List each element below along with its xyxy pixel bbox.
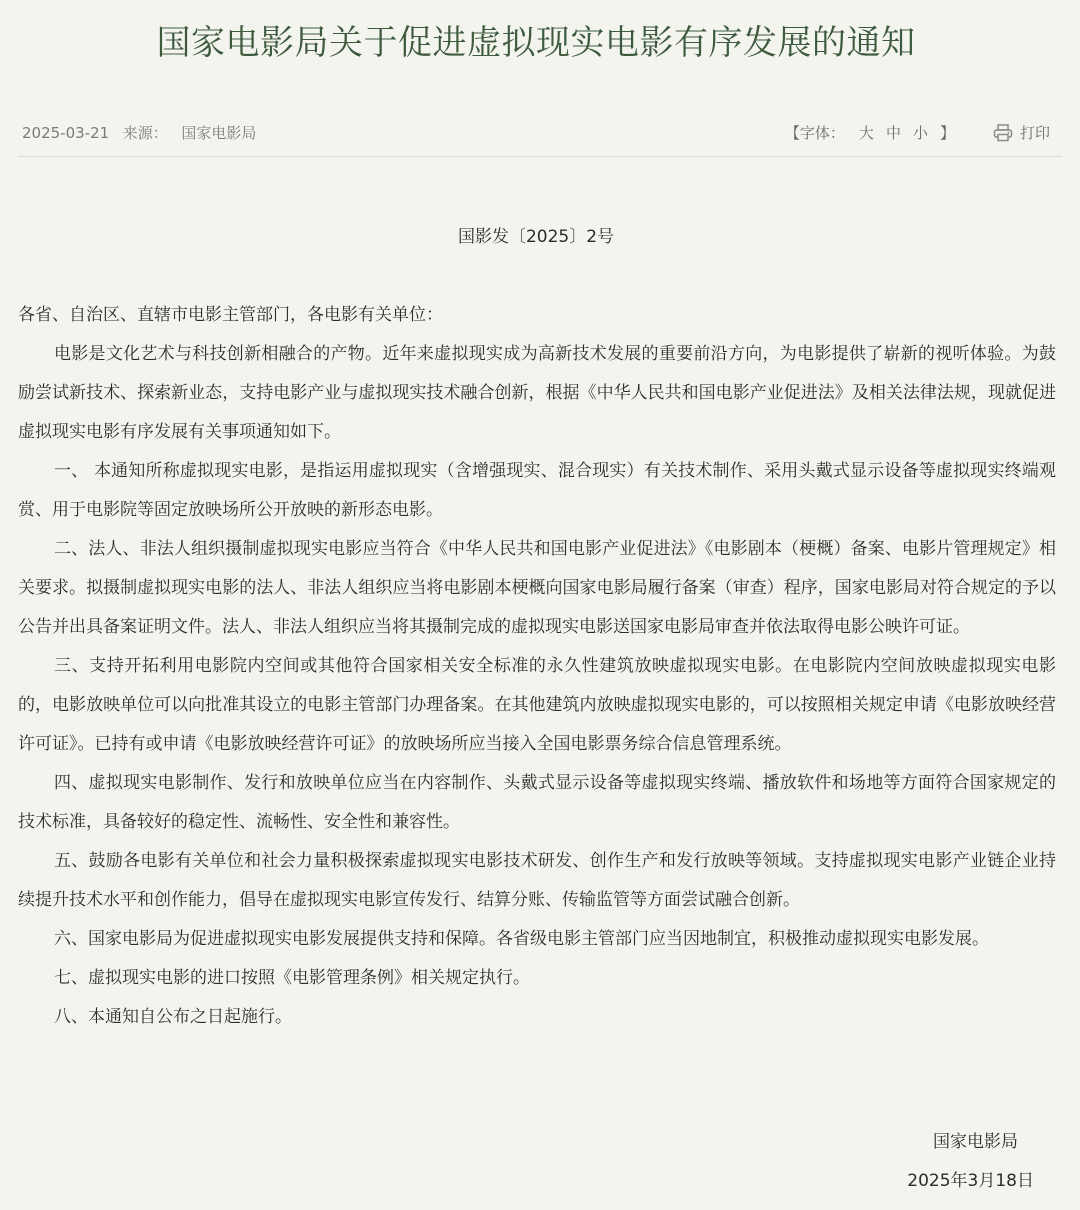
paragraph-1: 一、 本通知所称虚拟现实电影，是指运用虚拟现实（含增强现实、混合现实）有关技术制作、采用头戴式显示设备等虚拟现实终端观赏、用于电影院等固定放映场所公开放映的新形态电影。 xyxy=(18,461,1056,520)
paragraph-3: 三、支持开拓利用电影院内空间或其他符合国家相关安全标准的永久性建筑放映虚拟现实电影。在电影院内空间放映虚拟现实电影的，电影放映单位可以向批准其设立的电影主管部门办理备案。在其他建筑内放映虚拟现实电影的，可以按照相关规定申请《电影放映经营许可证》。已持有或申请《电影放映经营许可证》的放映场所应当接入全国电影票务综合信息管理系统。 xyxy=(18,656,1056,754)
page-title: 国家电影局关于促进虚拟现实电影有序发展的通知 xyxy=(156,23,916,63)
font-size-label: 【字体： xyxy=(784,124,845,142)
paragraph-4: 四、虚拟现实电影制作、发行和放映单位应当在内容制作、头戴式显示设备等虚拟现实终端、播放软件和场地等方面符合国家规定的技术标准，具备较好的稳定性、流畅性、安全性和兼容性。 xyxy=(18,773,1056,832)
print-label: 打印 xyxy=(1019,124,1050,142)
paragraph-6: 六、国家电影局为促进虚拟现实电影发展提供支持和保障。各省级电影主管部门应当因地制宜，积极推动虚拟现实电影发展。 xyxy=(54,929,989,949)
document-number: 国影发〔2025〕2号 xyxy=(457,227,615,247)
font-medium-button[interactable]: 中 xyxy=(885,124,901,142)
salutation: 各省、自治区、直辖市电影主管部门，各电影有关单位： xyxy=(18,305,443,325)
paragraph-intro: 电影是文化艺术与科技创新相融合的产物。近年来虚拟现实成为高新技术发展的重要前沿方向，为电影提供了崭新的视听体验。为鼓励尝试新技术、探索新业态，支持电影产业与虚拟现实技术融合创新，根据《中华人民共和国电影产业促进法》及相关法律法规，现就促进虚拟现实电影有序发展有关事项通知如下。 xyxy=(18,344,1056,442)
paragraph-5: 五、鼓励各电影有关单位和社会力量积极探索虚拟现实电影技术研发、创作生产和发行放映等领域。支持虚拟现实电影产业链企业持续提升技术水平和创作能力，倡导在虚拟现实电影宣传发行、结算分账、传输监管等方面尝试融合创新。 xyxy=(18,851,1056,910)
print-button[interactable] xyxy=(993,123,1050,143)
publish-date: 2025-03-21 xyxy=(22,124,110,142)
font-size-bracket-close: 】 xyxy=(939,124,955,142)
printer-icon xyxy=(993,124,1013,142)
paragraph-7: 七、虚拟现实电影的进口按照《电影管理条例》相关规定执行。 xyxy=(54,968,530,988)
paragraph-2: 二、法人、非法人组织摄制虚拟现实电影应当符合《中华人民共和国电影产业促进法》《电影剧本（梗概）备案、电影片管理规定》相关要求。拟摄制虚拟现实电影的法人、非法人组织应当将电影剧本梗概向国家电影局履行备案（审查）程序，国家电影局对符合规定的予以公告并出具备案证明文件。法人、非法人组织应当将其摄制完成的虚拟现实电影送国家电影局审查并依法取得电影公映许可证。 xyxy=(18,539,1056,637)
sign-date: 2025年3月18日 xyxy=(907,1171,1034,1191)
paragraph-8: 八、本通知自公布之日起施行。 xyxy=(54,1007,292,1027)
source-name: 国家电影局 xyxy=(181,124,257,142)
font-large-button[interactable]: 大 xyxy=(858,124,874,142)
signature: 国家电影局 xyxy=(933,1132,1018,1152)
article-body xyxy=(18,296,1056,1037)
source-label: 来源： xyxy=(122,124,168,142)
font-small-button[interactable]: 小 xyxy=(912,124,928,142)
article-toolbar xyxy=(785,123,1050,143)
article-meta xyxy=(22,123,256,143)
header-divider xyxy=(18,156,1062,157)
